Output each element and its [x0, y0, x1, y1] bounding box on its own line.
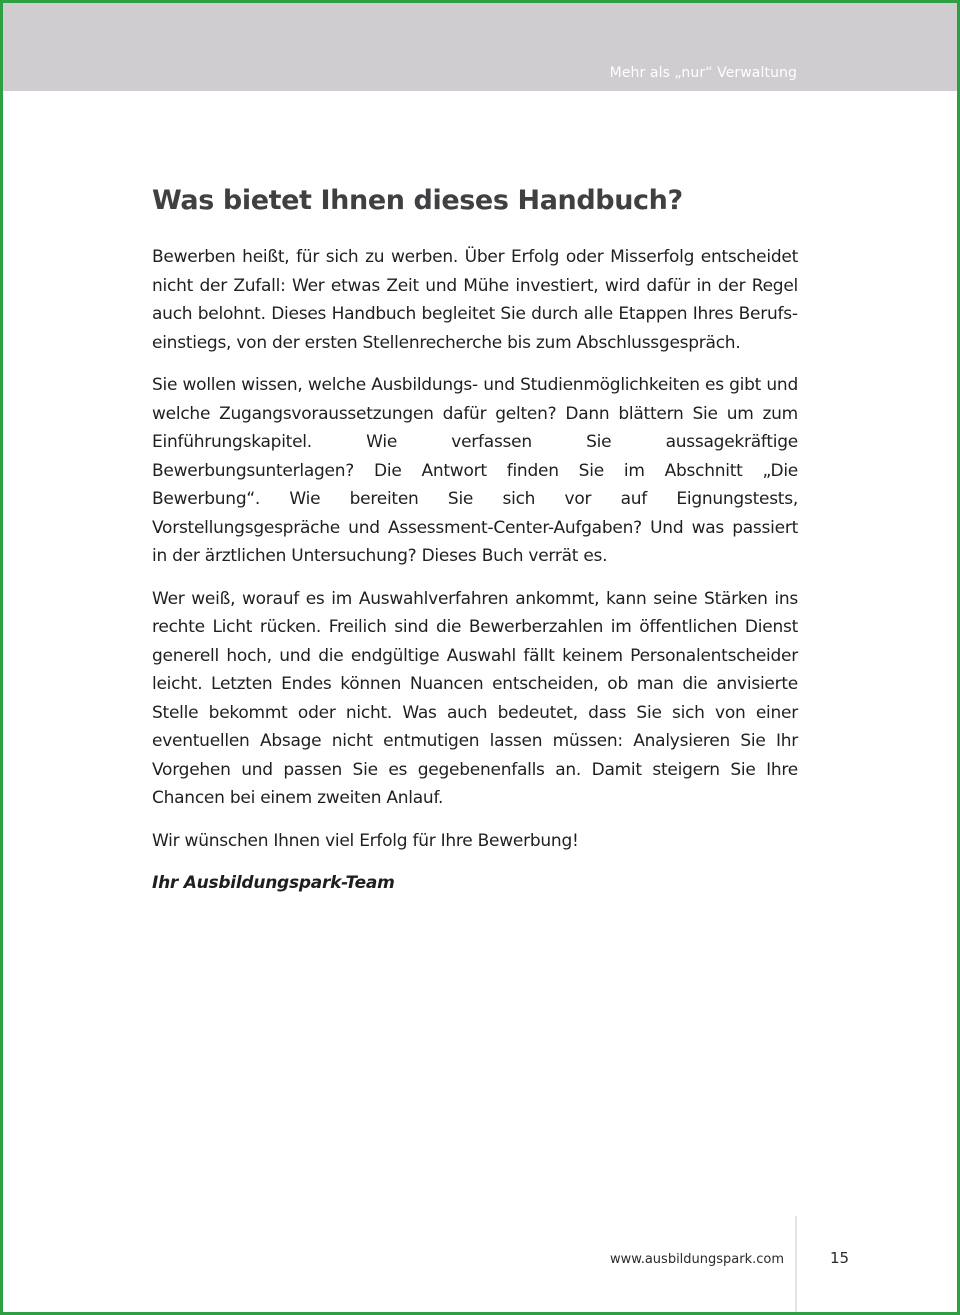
paragraph-1: Bewerben heißt, für sich zu werben. Über Erfolg oder Misserfolg entscheidet nicht der Zufall: Wer etwas Zeit und Mühe investiert, wird dafür in der Regel auch belohnt. Dieses Handbuch begleitet Sie durch alle Etappen Ihres Berufseinstiegs, von der ersten Stellenrecherche bis zum Abschlussgespräch.	[152, 247, 798, 353]
page-number: 15	[830, 1249, 850, 1267]
header-band	[3, 3, 957, 91]
paragraph-3: Wer weiß, worauf es im Auswahlverfahren ankommt, kann seine Stärken ins rechte Licht rücken. Freilich sind die Bewerberzahlen im öffentlichen Dienst generell hoch, und die endgültige Auswahl fällt keinem Personalentscheider leicht. Letzten Endes können Nuancen entscheiden, ob man die anvisierte Stelle bekommt oder nicht. Was auch bedeutet, dass Sie sich von einer eventuellen Absage nicht entmutigen lassen müssen: Analysieren Sie Ihr Vorgehen und passen Sie es gegebenenfalls an. Damit steigern Sie Ihre Chancen bei einem zweiten Anlauf.	[152, 588, 798, 808]
article-heading: Was bietet Ihnen dieses Handbuch?	[152, 185, 683, 216]
paragraph-2: Sie wollen wissen, welche Ausbildungs- und Studienmöglichkeiten es gibt und welche Zugangsvoraussetzungen dafür gelten? Dann blättern Sie um zum Einführungskapitel. Wie verfassen Sie aussagekräftige Bewerbungsunterlagen? Die Antwort finden Sie im Abschnitt „Die Bewerbung“. Wie bereiten Sie sich vor auf Eignungstests, Vorstellungsgespräche und Assessment-Center-Aufgaben? Und was passiert in der ärztlichen Untersuchung? Dieses Buch verrät es.	[152, 375, 798, 566]
footer-divider	[795, 1216, 797, 1312]
running-title: Mehr als „nur“ Verwaltung	[609, 65, 797, 81]
paragraph-4: Wir wünschen Ihnen viel Erfolg für Ihre Bewerbung!	[152, 830, 579, 851]
article	[152, 183, 798, 897]
footer-url-link[interactable]: www.ausbildungspark.com	[610, 1252, 785, 1267]
signature: Ihr Ausbildungspark-Team	[152, 873, 395, 893]
